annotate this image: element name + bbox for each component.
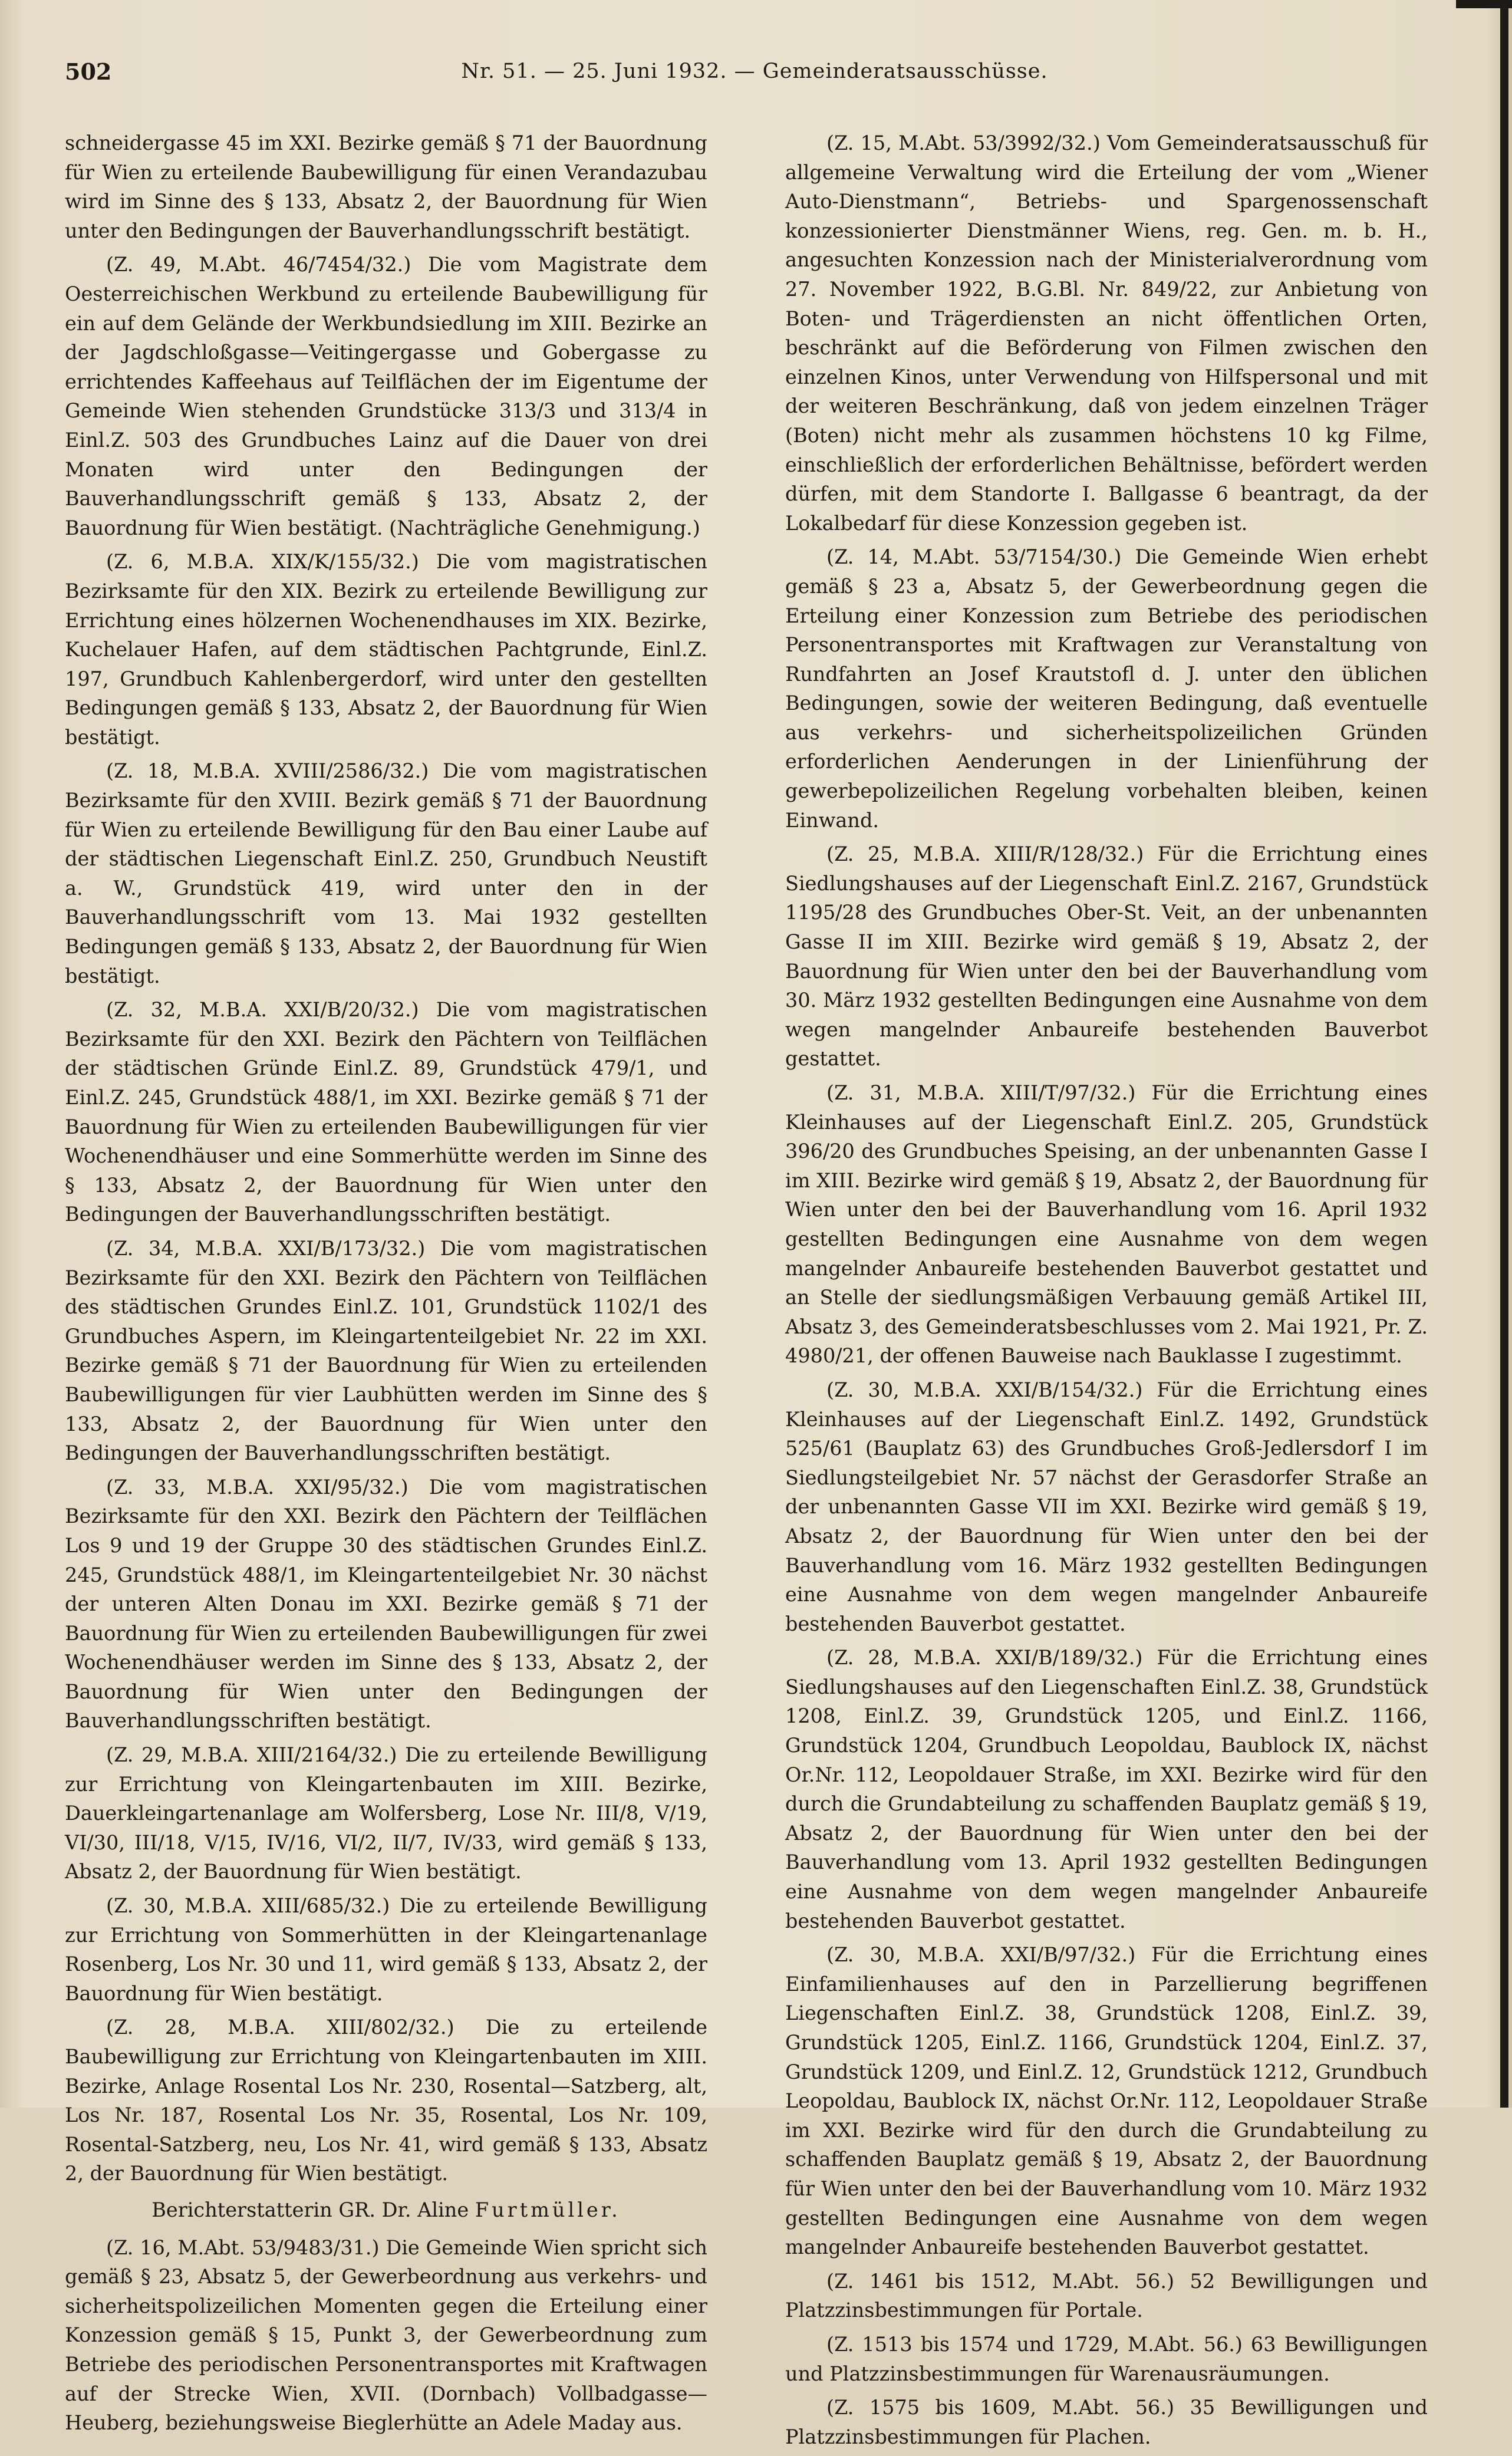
reporter-prefix: Berichterstatterin GR. Dr. Aline xyxy=(151,2198,469,2221)
paragraph: (Z. 29, M.B.A. XIII/2164/32.) Die zu erteilende Bewilligung zur Errichtung von Kleingartenbauten im XIII. Bezirke, Dauerkleingartenanlage am Wolfersberg, Lose Nr. III/8, V/19, VI/30, III/18, V/15, IV/16, VI/2, II/7, IV/33, wird gemäß § 133, Absatz 2, der Bauordnung für Wien bestätigt. xyxy=(65,1743,707,1884)
paragraph: (Z. 31, M.B.A. XIII/T/97/32.) Für die Errichtung eines Kleinhauses auf der Liegenschaft Einl.Z. 205, Grundstück 396/20 des Grundbuches Speising, an der unbenannten Gasse I im XIII. Bezirke wird gemäß § 19, Absatz 2, der Bauordnung für Wien unter den bei der Bauverhandlung vom 16. April 1932 gestellten Bedingungen eine Ausnahme von dem wegen mangelnder Anbaureife bestehenden Bauverbot gestattet und an Stelle der siedlungsmäßigen Verbauung gemäß Artikel III, Absatz 3, des Gemeinderatsbeschlusses vom 2. Mai 1921, Pr. Z. 4980/21, der offenen Bauweise nach Bauklasse I zugestimmt. xyxy=(785,1081,1428,1368)
running-title: Nr. 51. — 25. Juni 1932. — Gemeinderatsausschüsse. xyxy=(461,60,1048,83)
scan-border xyxy=(1500,0,1508,2108)
paragraph: (Z. 25, M.B.A. XIII/R/128/32.) Für die Errichtung eines Siedlungshauses auf der Liegenschaft Einl.Z. 2167, Grundstück 1195/28 des Grundbuches Ober-St. Veit, an der unbenannten Gasse II im XIII. Bezirke wird gemäß § 19, Absatz 2, der Bauordnung für Wien unter den bei der Bauverhandlung vom 30. März 1932 gestellten Bedingungen eine Ausnahme von dem wegen mangelnder Anbaureife bestehenden Bauverbot gestattet. xyxy=(785,842,1428,1071)
page-header xyxy=(65,56,1444,91)
paragraph: (Z. 1575 bis 1609, M.Abt. 56.) 35 Bewilligungen und Platzzinsbestimmungen für Plachen. xyxy=(785,2396,1428,2448)
right-column xyxy=(785,129,1428,2456)
paragraph: (Z. 33, M.B.A. XXI/95/32.) Die vom magistratischen Bezirksamte für den XXI. Bezirk den Pächtern der Teilflächen Los 9 und 19 der Gruppe 30 des städtischen Grundes Einl.Z. 245, Grundstück 488/1, im Kleingartenteilgebiet Nr. 30 nächst der unteren Alten Donau im XXI. Bezirke gemäß § 71 der Bauordnung für Wien zu erteilenden Baubewilligungen für zwei Wochenendhäuser werden im Sinne des § 133, Absatz 2, der Bauordnung für Wien unter den Bedingungen der Bauverhandlungsschriften bestätigt. xyxy=(65,1475,707,1733)
paragraph: (Z. 1461 bis 1512, M.Abt. 56.) 52 Bewilligungen und Platzzinsbestimmungen für Portale. xyxy=(785,2269,1428,2322)
page-number: 502 xyxy=(65,58,112,85)
paragraph: (Z. 30, M.B.A. XXI/B/154/32.) Für die Errichtung eines Kleinhauses auf der Liegenschaft Einl.Z. 1492, Grundstück 525/61 (Bauplatz 63) des Grundbuches Groß-Jedlersdorf I im Siedlungsteilgebiet Nr. 57 nächst der Gerasdorfer Straße an der unbenannten Gasse VII im XXI. Bezirke wird gemäß § 19, Absatz 2, der Bauordnung für Wien unter den bei der Bauverhandlung vom 16. März 1932 gestellten Bedingungen eine Ausnahme von dem wegen mangelnder Anbaureife bestehenden Bauverbot gestattet. xyxy=(785,1378,1428,1635)
paragraph: (Z. 34, M.B.A. XXI/B/173/32.) Die vom magistratischen Bezirksamte für den XXI. Bezirk den Pächtern von Teilflächen des städtischen Grundes Einl.Z. 101, Grundstück 1102/1 des Grundbuches Aspern, im Kleingartenteilgebiet Nr. 22 im XXI. Bezirke gemäß § 71 der Bauordnung für Wien zu erteilenden Baubewilligungen für vier Laubhütten werden im Sinne des § 133, Absatz 2, der Bauordnung für Wien unter den Bedingungen der Bauverhandlungsschriften bestätigt. xyxy=(65,1236,707,1465)
paragraph: (Z. 18, M.B.A. XVIII/2586/32.) Die vom magistratischen Bezirksamte für den XVIII. Bezirk gemäß § 71 der Bauordnung für Wien zu erteilende Bewilligung für den Bau einer Laube auf der städtischen Liegenschaft Einl.Z. 250, Grundbuch Neustift a. W., Grundstück 419, wird unter den in der Bauverhandlungsschrift vom 13. Mai 1932 gestellten Bedingungen gemäß § 133, Absatz 2, der Bauordnung für Wien bestätigt. xyxy=(65,759,707,987)
paragraph: (Z. 14, M.Abt. 53/7154/30.) Die Gemeinde Wien erhebt gemäß § 23 a, Absatz 5, der Gewerbeordnung gegen die Erteilung einer Konzession zum Betriebe des periodischen Personentransportes mit Kraftwagen zur Veranstaltung von Rundfahrten an Josef Krautstofl d. J. unter den üblichen Bedingungen, sowie der weiteren Bedingung, daß eventuelle aus verkehrs- und sicherheitspolizeilichen Gründen erforderlichen Aenderungen in der Linienführung der gewerbepolizeilichen Regelung vorbehalten bleiben, keinen Einwand. xyxy=(785,545,1428,832)
paragraph: (Z. 28, M.B.A. XIII/802/32.) Die zu erteilende Baubewilligung zur Errichtung von Kleingartenbauten im XIII. Bezirke, Anlage Rosental Los Nr. 230, Rosental—Satzberg, alt, Los Nr. 187, Rosental Los Nr. 35, Rosental, Los Nr. 109, Rosental-Satzberg, neu, Los Nr. 41, wird gemäß § 133, Absatz 2, der Bauordnung für Wien bestätigt. xyxy=(65,2016,707,2185)
paragraph: (Z. 15, M.Abt. 53/3992/32.) Vom Gemeinderatsausschuß für allgemeine Verwaltung wird die Erteilung der vom „Wiener Auto-Dienstmann“, Betriebs- und Spargenossenschaft konzessionierter Dienstmänner Wiens, reg. Gen. m. b. H., angesuchten Konzession nach der Ministerialverordnung vom 27. November 1922, B.G.Bl. Nr. 849/22, zur Anbietung von Boten- und Trägerdiensten an nicht öffentlichen Orten, beschränkt auf die Beförderung von Filmen zwischen den einzelnen Kinos, unter Verwendung von Hilfspersonal und mit der weiteren Beschränkung, daß von jedem einzelnen Träger (Boten) nicht mehr als zusammen höchstens 10 kg Filme, einschließlich der erforderlichen Behältnisse, befördert werden dürfen, mit dem Standorte I. Ballgasse 6 beantragt, da der Lokalbedarf für diese Konzession gegeben ist. xyxy=(785,131,1428,535)
paragraph: (Z. 1513 bis 1574 und 1729, M.Abt. 56.) 63 Bewilligungen und Platzzinsbestimmungen für Warenausräumungen. xyxy=(785,2332,1428,2385)
paragraph: (Z. 32, M.B.A. XXI/B/20/32.) Die vom magistratischen Bezirksamte für den XXI. Bezirk den Pächtern von Teilflächen der städtischen Gründe Einl.Z. 89, Grundstück 479/1, und Einl.Z. 245, Grundstück 488/1, im XXI. Bezirke gemäß § 71 der Bauordnung für Wien zu erteilenden Baubewilligungen für vier Wochenendhäuser und eine Sommerhütte werden im Sinne des § 133, Absatz 2, der Bauordnung für Wien unter den Bedingungen der Bauverhandlungsschriften bestätigt. xyxy=(65,998,707,1226)
reporter-name: Furtmüller. xyxy=(475,2198,621,2221)
reporter-heading xyxy=(65,2195,707,2225)
paragraph: (Z. 30, M.B.A. XXI/B/97/32.) Für die Errichtung eines Einfamilienhauses auf den in Parzellierung begriffenen Liegenschaften Einl.Z. 38, Grundstück 1208, Einl.Z. 39, Grundstück 1205, Einl.Z. 1166, Grundstück 1204, Einl.Z. 37, Grundstück 1209, und Einl.Z. 12, Grundstück 1212, Grundbuch Leopoldau, Baublock IX, nächst Or.Nr. 112, Leopoldauer Straße im XXI. Bezirke wird für den durch die Grundabteilung zu schaffenden Bauplatz gemäß § 19, Absatz 2, der Bauordnung für Wien unter den bei der Bauverhandlung vom 10. März 1932 gestellten Bedingungen eine Ausnahme von dem wegen mangelnder Anbaureife bestehenden Bauverbot gestattet. xyxy=(785,1943,1428,2259)
paragraph: (Z. 6, M.B.A. XIX/K/155/32.) Die vom magistratischen Bezirksamte für den XIX. Bezirk zu erteilende Bewilligung zur Errichtung eines hölzernen Wochenendhauses im XIX. Bezirke, Kuchelauer Hafen, auf dem städtischen Pachtgrunde, Einl.Z. 197, Grundbuch Kahlenbergerdorf, wird unter den gestellten Bedingungen gemäß § 133, Absatz 2, der Bauordnung für Wien bestätigt. xyxy=(65,550,707,749)
scan-border-corner xyxy=(1456,0,1512,8)
paragraph: (Z. 30, M.B.A. XIII/685/32.) Die zu erteilende Bewilligung zur Errichtung von Sommerhütten in der Kleingartenanlage Rosenberg, Los Nr. 30 und 11, wird gemäß § 133, Absatz 2, der Bauordnung für Wien bestätigt. xyxy=(65,1894,707,2005)
paragraph: (Z. 28, M.B.A. XXI/B/189/32.) Für die Errichtung eines Siedlungshauses auf den Liegenschaften Einl.Z. 38, Grundstück 1208, Einl.Z. 39, Grundstück 1205, und Einl.Z. 1166, Grundstück 1204, Grundbuch Leopoldau, Baublock IX, nächst Or.Nr. 112, Leopoldauer Straße, im XXI. Bezirke wird für den durch die Grundabteilung zu schaffenden Bauplatz gemäß § 19, Absatz 2, der Bauordnung für Wien unter den bei der Bauverhandlung vom 13. April 1932 gestellten Bedingungen eine Ausnahme von dem wegen mangelnder Anbaureife bestehenden Bauverbot gestattet. xyxy=(785,1646,1428,1932)
paragraph: (Z. 49, M.Abt. 46/7454/32.) Die vom Magistrate dem Oesterreichischen Werkbund zu erteilende Baubewilligung für ein auf dem Gelände der Werkbundsiedlung im XIII. Bezirke an der Jagdschloßgasse—Veitingergasse und Gobergasse zu errichtendes Kaffeehaus auf Teilflächen der im Eigentume der Gemeinde Wien stehenden Grundstücke 313/3 und 313/4 in Einl.Z. 503 des Grundbuches Lainz auf die Dauer von drei Monaten wird unter den Bedingungen der Bauverhandlungsschrift gemäß § 133, Absatz 2, der Bauordnung für Wien bestätigt. (Nachträgliche Genehmigung.) xyxy=(65,253,707,539)
paragraph: schneidergasse 45 im XXI. Bezirke gemäß § 71 der Bauordnung für Wien zu erteilende Baubewilligung für einen Verandazubau wird im Sinne des § 133, Absatz 2, der Bauordnung für Wien unter den Bedingungen der Bauverhandlungsschrift bestätigt. xyxy=(65,131,707,242)
left-column xyxy=(65,129,707,2442)
paragraph: (Z. 16, M.Abt. 53/9483/31.) Die Gemeinde Wien spricht sich gemäß § 23, Absatz 5, der Gewerbeordnung aus verkehrs- und sicherheitspolizeilichen Momenten gegen die Erteilung einer Konzession gemäß § 15, Punkt 3, der Gewerbeordnung zum Betriebe des periodischen Personentransportes mit Kraftwagen auf der Strecke Wien, XVII. (Dornbach) Vollbadgasse—Heuberg, beziehungsweise Bieglerhütte an Adele Maday aus. xyxy=(65,2236,707,2435)
